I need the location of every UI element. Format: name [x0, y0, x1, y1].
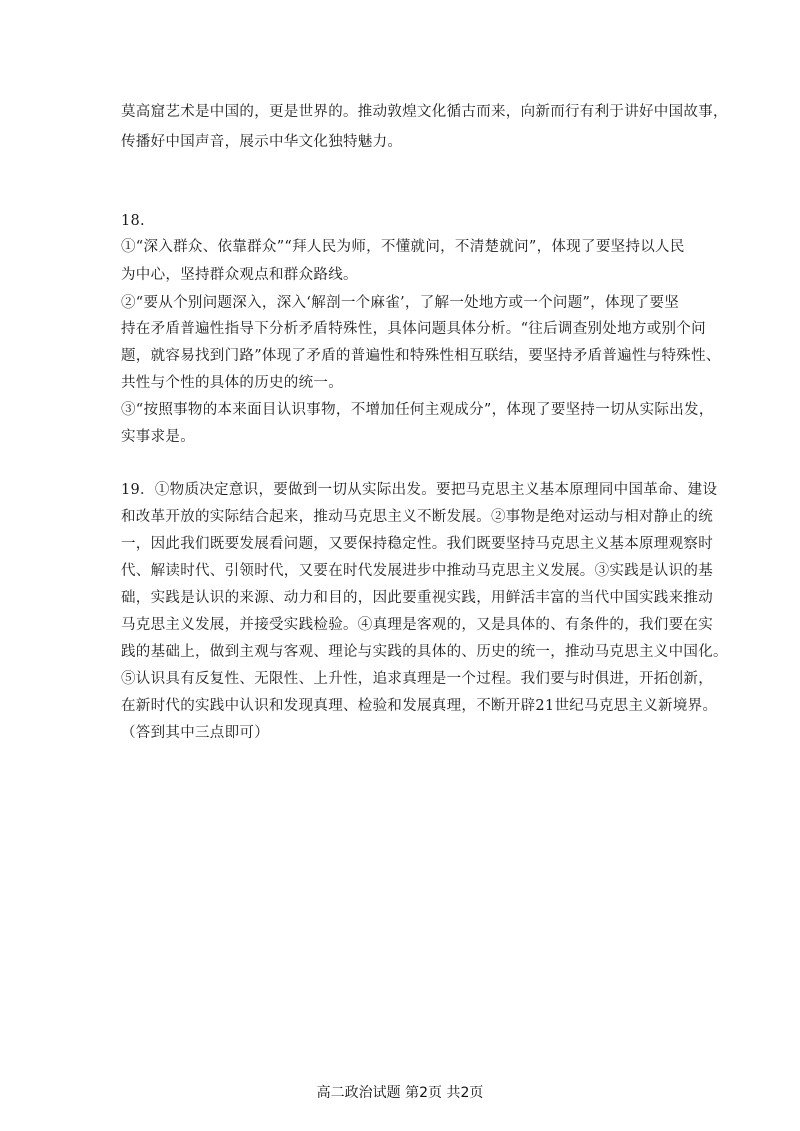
q18-line-6: 共性与个性的具体的历史的统一。	[121, 375, 343, 391]
q18-line-2: 为中心，坚持群众观点和群众路线。	[121, 267, 358, 283]
q19-line-4: 代、解读时代、引领时代，又要在时代发展进步中推动马克思主义发展。③实践是认识的基	[121, 563, 713, 579]
q18-number: 18.	[121, 213, 145, 229]
intro-line-2: 传播好中国声音，展示中华文化独特魅力。	[121, 134, 403, 150]
q18-line-1: ①“深入群众、依靠群众”“拜人民为师，不懂就问，不清楚就问”，体现了要坚持以人民	[121, 239, 685, 255]
q18-line-4: 持在矛盾普遍性指导下分析矛盾特殊性，具体问题具体分析。“往后调查别处地方或别个问	[121, 321, 706, 337]
q19-line-3: 一，因此我们既要发展看问题，又要保持稳定性。我们既要坚持马克思主义基本原理观察时	[121, 536, 713, 552]
q18-line-7: ③“按照事物的本来面目认识事物，不增加任何主观成分”，体现了要坚持一切从实际出发，	[121, 402, 714, 418]
intro-line-1: 莫高窟艺术是中国的，更是世界的。推动敦煌文化循古而来，向新而行有利于讲好中国故事，	[121, 104, 728, 120]
page-footer: 高二政治试题 第2页 共2页	[316, 1085, 484, 1101]
q19-line-5: 础，实践是认识的来源、动力和目的，因此要重视实践，用鲜活丰富的当代中国实践来推动	[121, 590, 713, 606]
q19-line-1: 19．①物质决定意识，要做到一切从实际出发。要把马克思主义基本原理同中国革命、建设	[121, 482, 718, 498]
q19-line-10: （答到其中三点即可）	[121, 725, 269, 741]
q18-line-8: 实事求是。	[121, 429, 195, 445]
q19-line-7: 践的基础上，做到主观与客观、理论与实践的具体的、历史的统一，推动马克思主义中国化。	[121, 644, 728, 660]
q18-line-3: ②“要从个别问题深入，深入‘解剖一个麻雀’，了解一处地方或一个问题”，体现了要坚	[121, 295, 680, 311]
q19-line-9: 在新时代的实践中认识和发现真理、检验和发展真理，不断开辟21世纪马克思主义新境界。	[121, 698, 718, 714]
q19-line-2: 和改革开放的实际结合起来，推动马克思主义不断发展。②事物是绝对运动与相对静止的统	[121, 509, 713, 525]
q18-line-5: 题，就容易找到门路”体现了矛盾的普遍性和特殊性相互联结，要坚持矛盾普遍性与特殊性、	[121, 348, 721, 364]
q19-line-6: 马克思主义发展，并接受实践检验。④真理是客观的，又是具体的、有条件的，我们要在实	[121, 617, 713, 633]
q19-line-8: ⑤认识具有反复性、无限性、上升性，追求真理是一个过程。我们要与时俱进，开拓创新，	[121, 671, 713, 687]
